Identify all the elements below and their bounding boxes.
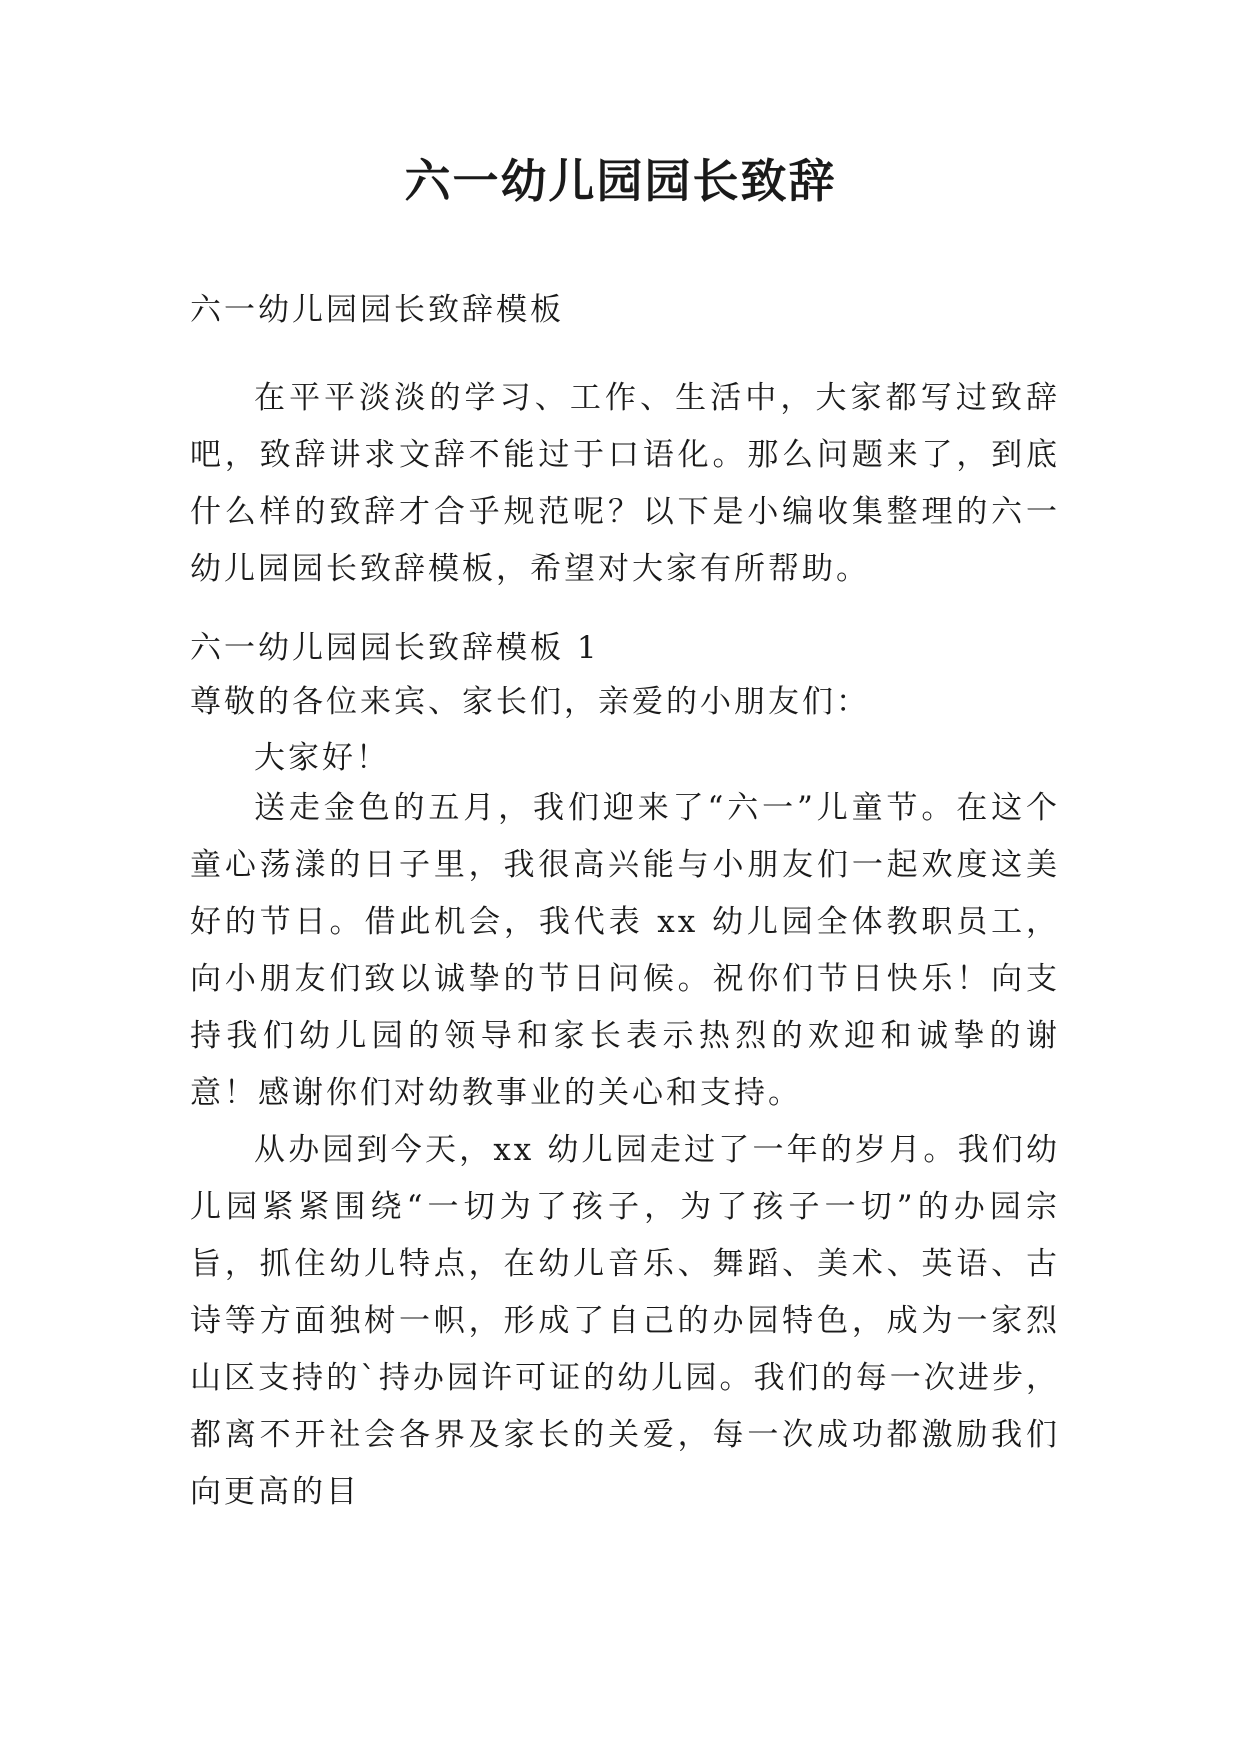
body-paragraph-1: 送走金色的五月，我们迎来了“六一”儿童节。在这个童心荡漾的日子里，我很高兴能与小朋友们一起欢度这美好的节日。借此机会，我代表 xx 幼儿园全体教职员工，向小朋友们致以诚挚的节日问候。祝你们节日快乐！向支持我们幼儿园的领导和家长表示热烈的欢迎和诚挚的谢意！感谢你们对幼教事业的关心和支持。 — [190, 790, 1060, 1111]
document-title: 六一幼儿园园长致辞 — [404, 154, 837, 208]
salutation: 尊敬的各位来宾、家长们，亲爱的小朋友们： — [190, 684, 870, 720]
body-paragraph-2: 从办园到今天，xx 幼儿园走过了一年的岁月。我们幼儿园紧紧围绕“一切为了孩子，为了孩子一切”的办园宗旨，抓住幼儿特点，在幼儿音乐、舞蹈、美术、英语、古诗等方面独树一帜，形成了自己的办园特色，成为一家烈山区支持的`持办园许可证的幼儿园。我们的每一次进步，都离不开社会各界及家长的关爱，每一次成功都激励我们向更高的目 — [190, 1132, 1060, 1510]
intro-paragraph: 在平平淡淡的学习、工作、生活中，大家都写过致辞吧，致辞讲求文辞不能过于口语化。那么问题来了，到底什么样的致辞才合乎规范呢？以下是小编收集整理的六一幼儿园园长致辞模板，希望对大家有所帮助。 — [190, 380, 1060, 587]
greeting: 大家好！ — [254, 740, 390, 776]
document-subtitle: 六一幼儿园园长致辞模板 — [190, 292, 564, 328]
section-heading: 六一幼儿园园长致辞模板 1 — [190, 630, 600, 666]
